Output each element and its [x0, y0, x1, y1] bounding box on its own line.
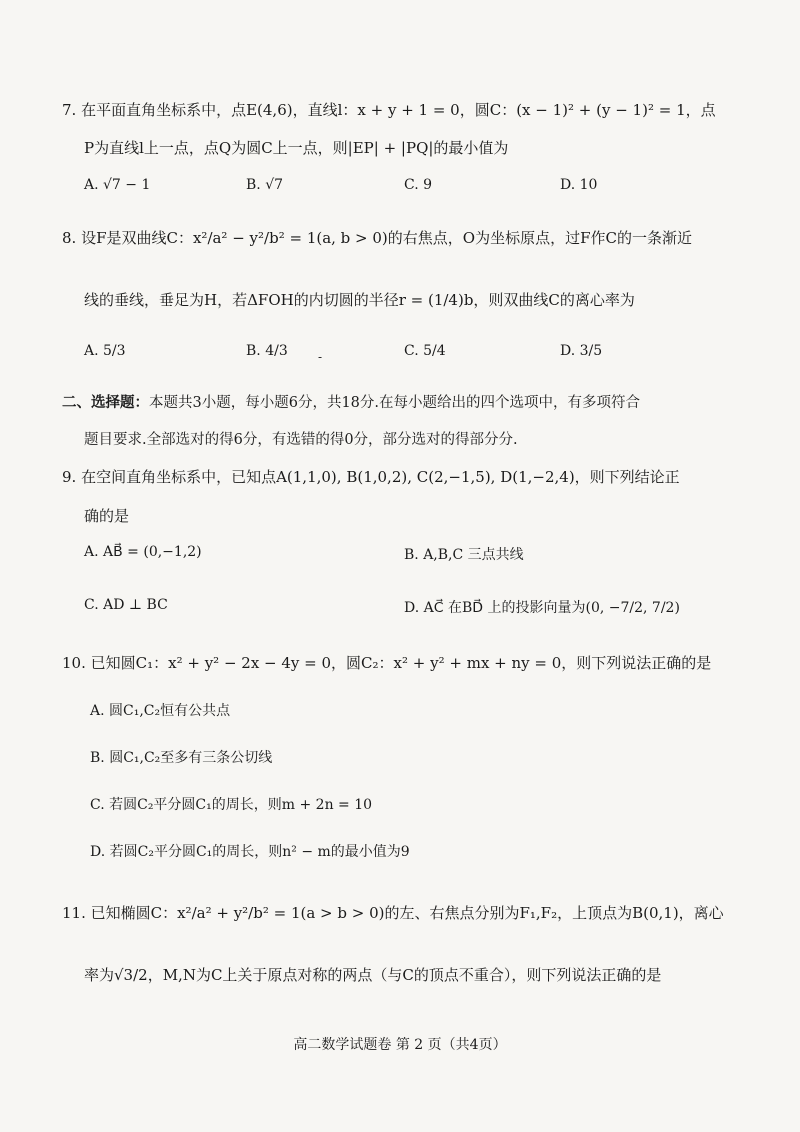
q10-option-b: B. 圆C₁,C₂至多有三条公切线: [90, 750, 273, 766]
q11-line2: 率为√3/2，M,N为C上关于原点对称的两点（与C的顶点不重合），则下列说法正确的是: [84, 966, 662, 984]
q9-line2: 确的是: [84, 507, 130, 525]
section2-desc: 本题共3小题，每小题6分，共18分.在每小题给出的四个选项中，有多项符合: [149, 395, 641, 411]
q10-option-d: D. 若圆C₂平分圆C₁的周长，则n² − m的最小值为9: [90, 844, 410, 860]
q7-line2: P为直线l上一点，点Q为圆C上一点，则|EP| + |PQ|的最小值为: [84, 139, 509, 157]
q9-option-b: B. A,B,C 三点共线: [404, 547, 524, 563]
q8-option-b: B. 4/3: [246, 343, 288, 359]
q7-line1: 7. 在平面直角坐标系中，点E(4,6)，直线l：x + y + 1 = 0，圆C：(x − 1)² + (y − 1)² = 1，点: [62, 101, 716, 119]
q7-option-b: B. √7: [246, 177, 284, 193]
q10-option-a: A. 圆C₁,C₂恒有公共点: [90, 703, 231, 719]
q8-option-a: A. 5/3: [84, 343, 126, 359]
q8-stray-mark: -: [318, 350, 323, 364]
section2-line1: [62, 393, 640, 413]
q9-option-c: C. AD ⊥ BC: [84, 597, 168, 613]
q9-line1: 9. 在空间直角坐标系中，已知点A(1,1,0), B(1,0,2), C(2,−1,5), D(1,−2,4)，则下列结论正: [62, 468, 680, 486]
section2-line2: 题目要求.全部选对的得6分，有选错的得0分，部分选对的得部分分.: [84, 432, 518, 448]
q10-option-c: C. 若圆C₂平分圆C₁的周长，则m + 2n = 10: [90, 797, 373, 813]
q9-option-d: D. AC⃗ 在BD⃗ 上的投影向量为(0, −7/2, 7/2): [404, 600, 680, 616]
q8-line2: 线的垂线，垂足为H，若ΔFOH的内切圆的半径r = (1/4)b，则双曲线C的离心率为: [84, 291, 635, 309]
q10-line1: 10. 已知圆C₁：x² + y² − 2x − 4y = 0，圆C₂：x² + y² + mx + ny = 0，则下列说法正确的是: [62, 654, 712, 672]
q9-option-a: A. AB⃗ = (0,−1,2): [84, 544, 202, 560]
q8-option-c: C. 5/4: [404, 343, 446, 359]
q8-option-d: D. 3/5: [560, 343, 603, 359]
q7-option-c: C. 9: [404, 177, 433, 193]
q8-line1: 8. 设F是双曲线C：x²/a² − y²/b² = 1(a, b > 0)的右焦点，O为坐标原点，过F作C的一条渐近: [62, 229, 692, 247]
q7-option-d: D. 10: [560, 177, 598, 193]
q11-line1: 11. 已知椭圆C：x²/a² + y²/b² = 1(a > b > 0)的左、右焦点分别为F₁,F₂，上顶点为B(0,1)，离心: [62, 904, 724, 922]
page-footer: 高二数学试题卷 第 2 页（共4页）: [293, 1037, 507, 1053]
section2-title: 二、选择题：: [62, 394, 149, 411]
q7-option-a: A. √7 − 1: [84, 177, 151, 193]
